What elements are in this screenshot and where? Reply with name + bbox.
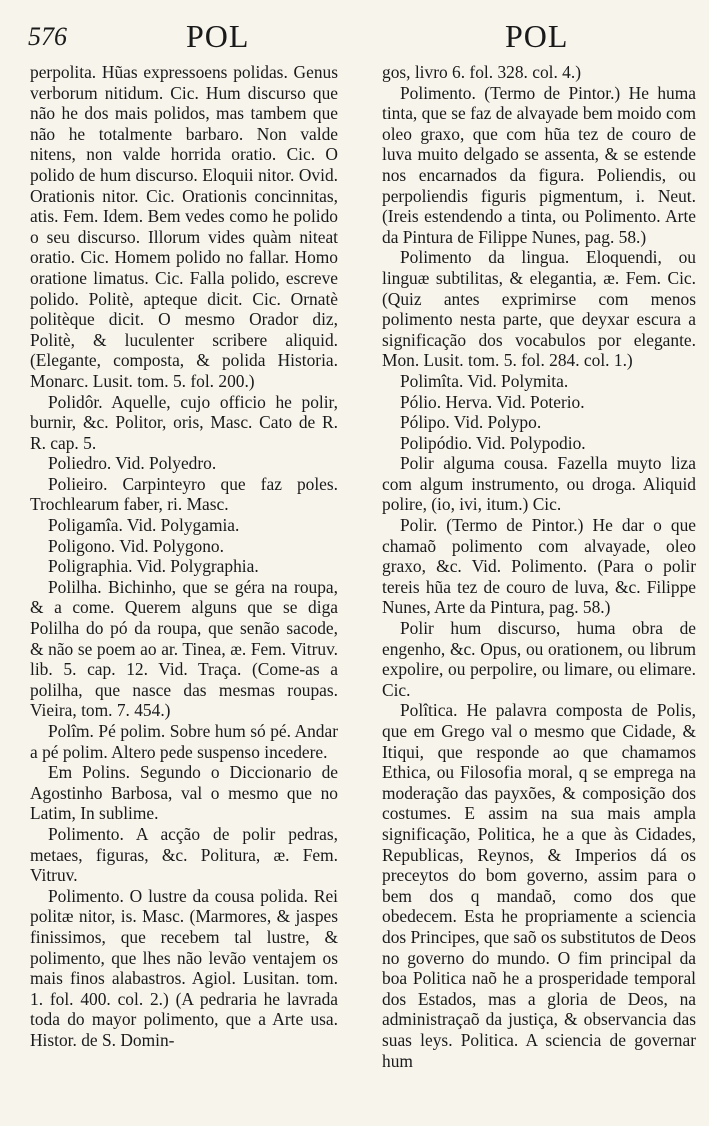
entry: Poligono. Vid. Polygono. bbox=[48, 535, 224, 556]
entry: Polimento. O lustre da cousa polida. Rei politæ nitor, is. Masc. (Marmores, & jaspes finissimos, que recebem tal lustre, & polimento, que lhes não levão ventajem os mais finos alabastros. Agiol. Lusitan. tom. 1. fol. 400. col. 2.) (A pedraria he lavrada toda do mayor polimento, que a Arte usa. Histor. de S. Domin- bbox=[30, 885, 338, 1050]
entry: Pólio. Herva. Vid. Poterio. bbox=[400, 391, 585, 412]
entry: Polimento. (Termo de Pintor.) He huma tinta, que se faz de alvayade bem moido com oleo graxo, que com hũa tez de couro de luva muito delgado se assenta, & se estende nos encarnados da figura. Poliendis, ou perpoliendis figuris pigmentum, i. Neut. (Ireis estendendo a tinta, ou Polimento. Arte da Pintura de Filippe Nunes, pag. 58.) bbox=[382, 82, 696, 247]
running-head-right: POL bbox=[505, 18, 569, 54]
running-head-left: POL bbox=[186, 18, 250, 54]
entry: Polimento da lingua. Eloquendi, ou linguæ subtilitas, & elegantia, æ. Fem. Cic. (Quiz antes exprimirse com menos polimento nesta parte, que deyxar escura a significação dos vocabulos por elegante. Mon. Lusit. tom. 5. fol. 284. col. 1.) bbox=[382, 247, 696, 371]
entry: Polipódio. Vid. Polypodio. bbox=[400, 432, 586, 453]
entry: Polir alguma cousa. Fazella muyto liza com algum instrumento, ou droga. Aliquid polire, (io, ivi, itum.) Cic. bbox=[382, 453, 696, 515]
entry: Pólipo. Vid. Polypo. bbox=[400, 412, 542, 433]
left-column bbox=[30, 62, 338, 1051]
entry: perpolita. Hũas expressoens polidas. Genus verborum nitidum. Cic. Hum discurso que não he dos mais polidos, mas tambem que não he totalmente barbaro. Non valde nitens, non valde horrida oratio. Cic. O polido de hum discurso. Eloquii nitor. Ovid. Orationis nitor. Cic. Orationis concinnitas, atis. Fem. Idem. Bem vedes como he polido o seu discurso. Illorum vides quàm niteat oratio. Cic. Homem polido no fallar. Homo oratione limatus. Cic. Falla polido, escreve polido. Politè, apteque dicit. Cic. Ornatè politèque dicit. O mesmo Orador diz, Politè, & luculenter scribere aliquid. (Elegante, composta, & polida Historia. Monarc. Lusit. tom. 5. fol. 200.) bbox=[30, 62, 338, 391]
entry: Polimîta. Vid. Polymita. bbox=[400, 370, 569, 391]
entry: Polilha. Bichinho, que se géra na roupa, & a come. Querem alguns que se diga Polilha do pó da roupa, que senão sacode, & não se poem ao ar. Tinea, æ. Fem. Vitruv. lib. 5. cap. 12. Vid. Traça. (Come-as a polilha, que nasce das mesmas roupas. Vieira, tom. 7. 454.) bbox=[30, 576, 338, 721]
entry: Poligraphia. Vid. Polygraphia. bbox=[48, 556, 259, 577]
entry: Polir. (Termo de Pintor.) He dar o que chamaõ polimento com alvayade, oleo graxo, &c. Vid. Polimento. (Para o polir tereis hũa tez de couro de luva, &c. Filippe Nunes, Arte da Pintura, pag. 58.) bbox=[382, 515, 696, 618]
entry: Poligamîa. Vid. Polygamia. bbox=[48, 515, 240, 536]
right-column bbox=[382, 62, 696, 1071]
entry: Polieiro. Carpinteyro que faz poles. Trochlearum faber, ri. Masc. bbox=[30, 473, 338, 515]
entry: gos, livro 6. fol. 328. col. 4.) bbox=[382, 62, 582, 82]
entry: Polir hum discurso, huma obra de engenho, &c. Opus, ou orationem, ou librum expolire, ou perpolire, ou limare, ou elimare. Cic. bbox=[382, 618, 696, 700]
entry: Polîm. Pé polim. Sobre hum só pé. Andar a pé polim. Altero pede suspenso incedere. bbox=[30, 721, 338, 762]
entry: Em Polins. Segundo o Diccionario de Agostinho Barbosa, val o mesmo que no Latim, In sublime. bbox=[30, 762, 338, 824]
entry: Polîtica. He palavra composta de Polis, que em Grego val o mesmo que Cidade, & Itiqui, que responde ao que chamamos Ethica, ou Filosofia moral, q se emprega na moderação das payxões, & composição dos costumes. E assim na sua mais ampla significação, Politica, he a que às Cidades, Republicas, Reynos, & Imperios dá os preceytos do bom governo, assim para o bem dos q mandaõ, como dos que obedecem. Esta he propriamente a sciencia dos Principes, que saõ os substitutos de Deos no governo do mundo. O fim principal da boa Politica naõ he a prosperidade temporal dos Estados, mas a gloria de Deos, na administraçaõ da justiça, & observancia das suas leys. Politica. A sciencia de governar hum bbox=[382, 700, 696, 1071]
entry: Polidôr. Aquelle, cujo officio he polir, burnir, &c. Politor, oris, Masc. Cato de R. R. cap. 5. bbox=[30, 391, 338, 453]
entry: Polimento. A acção de polir pedras, metaes, figuras, &c. Politura, æ. Fem. Vitruv. bbox=[30, 823, 338, 886]
entry: Poliedro. Vid. Polyedro. bbox=[48, 453, 217, 474]
page-number: 576 bbox=[28, 22, 67, 51]
